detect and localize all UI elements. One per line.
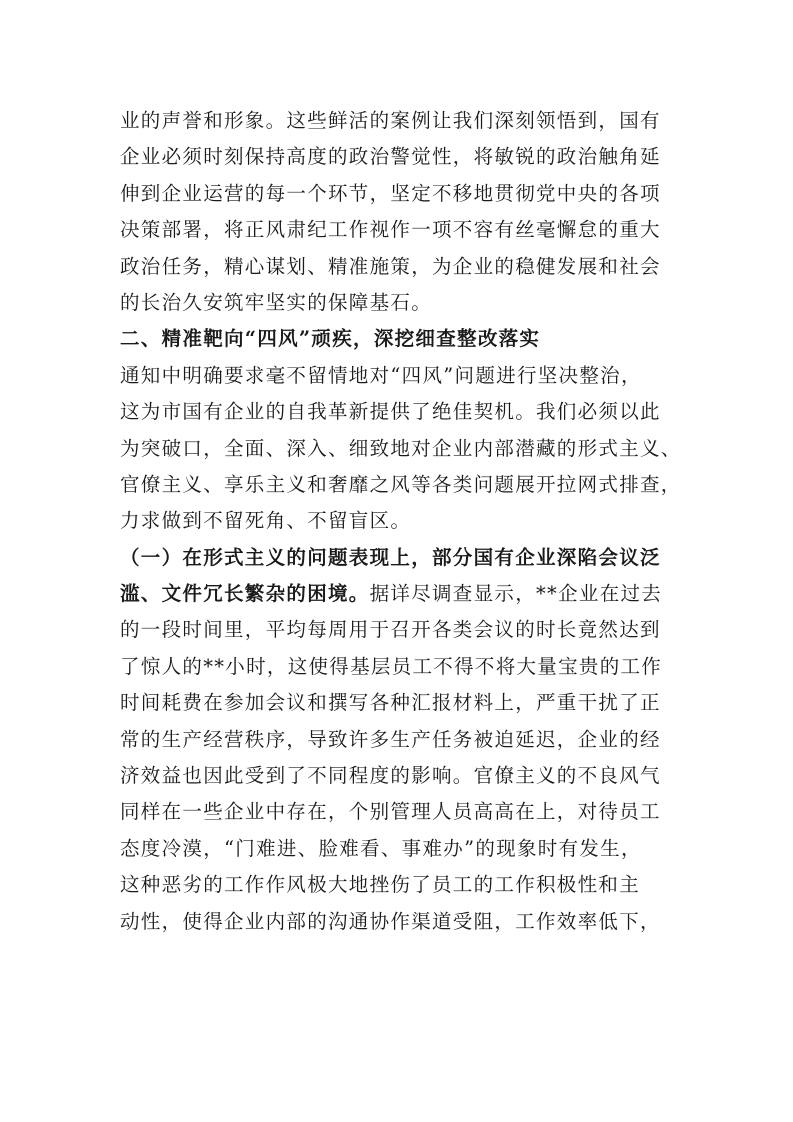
paragraph-line: 这为市国有企业的自我革新提供了绝佳契机。我们必须以此 xyxy=(120,400,661,424)
section-heading: 二、精准靶向“四风”顽疾，深挖细查整改落实 xyxy=(120,327,541,351)
paragraph-line: 动性，使得企业内部的沟通协作渠道受阻，工作效率低下， xyxy=(120,909,661,933)
mixed-line xyxy=(120,576,680,612)
paragraph-line: 决策部署，将正风肃纪工作视作一项不容有丝毫懈怠的重大 xyxy=(120,218,661,242)
paragraph-line: 业的声誉和形象。这些鲜活的案例让我们深刻领悟到，国有 xyxy=(120,109,661,132)
paragraph-line: 官僚主义、享乐主义和奢靡之风等各类问题展开拉网式排查， xyxy=(120,472,682,496)
paragraph-line: 态度冷漠，“门难进、脸难看、事难办”的现象时有发生， xyxy=(120,836,642,860)
document-body xyxy=(120,103,680,940)
paragraph-line: 这种恶劣的工作作风极大地挫伤了员工的工作积极性和主 xyxy=(120,873,641,897)
paragraph-line: 政治任务，精心谋划、精准施策，为企业的稳健发展和社会 xyxy=(120,254,661,278)
paragraph-line: 了惊人的**小时，这使得基层员工不得不将大量宝贵的工作 xyxy=(120,654,663,678)
paragraph-text: 据详尽调查显示，**企业在过去 xyxy=(369,582,663,606)
paragraph-line: 企业必须时刻保持高度的政治警觉性，将敏锐的政治触角延 xyxy=(120,145,661,169)
paragraph-line: 力求做到不留死角、不留盲区。 xyxy=(120,509,412,533)
subsection-heading-continued: 滥、文件冗长繁杂的困境。 xyxy=(120,582,370,606)
subsection-heading: （一）在形式主义的问题表现上，部分国有企业深陷会议泛 xyxy=(120,545,661,569)
paragraph-line: 常的生产经营秩序，导致许多生产任务被迫延迟，企业的经 xyxy=(120,727,661,751)
paragraph-line: 为突破口，全面、深入、细致地对企业内部潜藏的形式主义、 xyxy=(120,436,682,460)
paragraph-line: 通知中明确要求毫不留情地对“四风”问题进行坚决整治， xyxy=(120,363,642,387)
paragraph-line: 时间耗费在参加会议和撰写各种汇报材料上，严重干扰了正 xyxy=(120,691,661,715)
paragraph-line: 济效益也因此受到了不同程度的影响。官僚主义的不良风气 xyxy=(120,764,661,788)
paragraph-line: 的一段时间里，平均每周用于召开各类会议的时长竟然达到 xyxy=(120,618,661,642)
paragraph-line: 伸到企业运营的每一个环节，坚定不移地贯彻党中央的各项 xyxy=(120,181,661,205)
paragraph-line: 的长治久安筑牢坚实的保障基石。 xyxy=(120,290,433,314)
paragraph-line: 同样在一些企业中存在，个别管理人员高高在上，对待员工 xyxy=(120,800,661,824)
